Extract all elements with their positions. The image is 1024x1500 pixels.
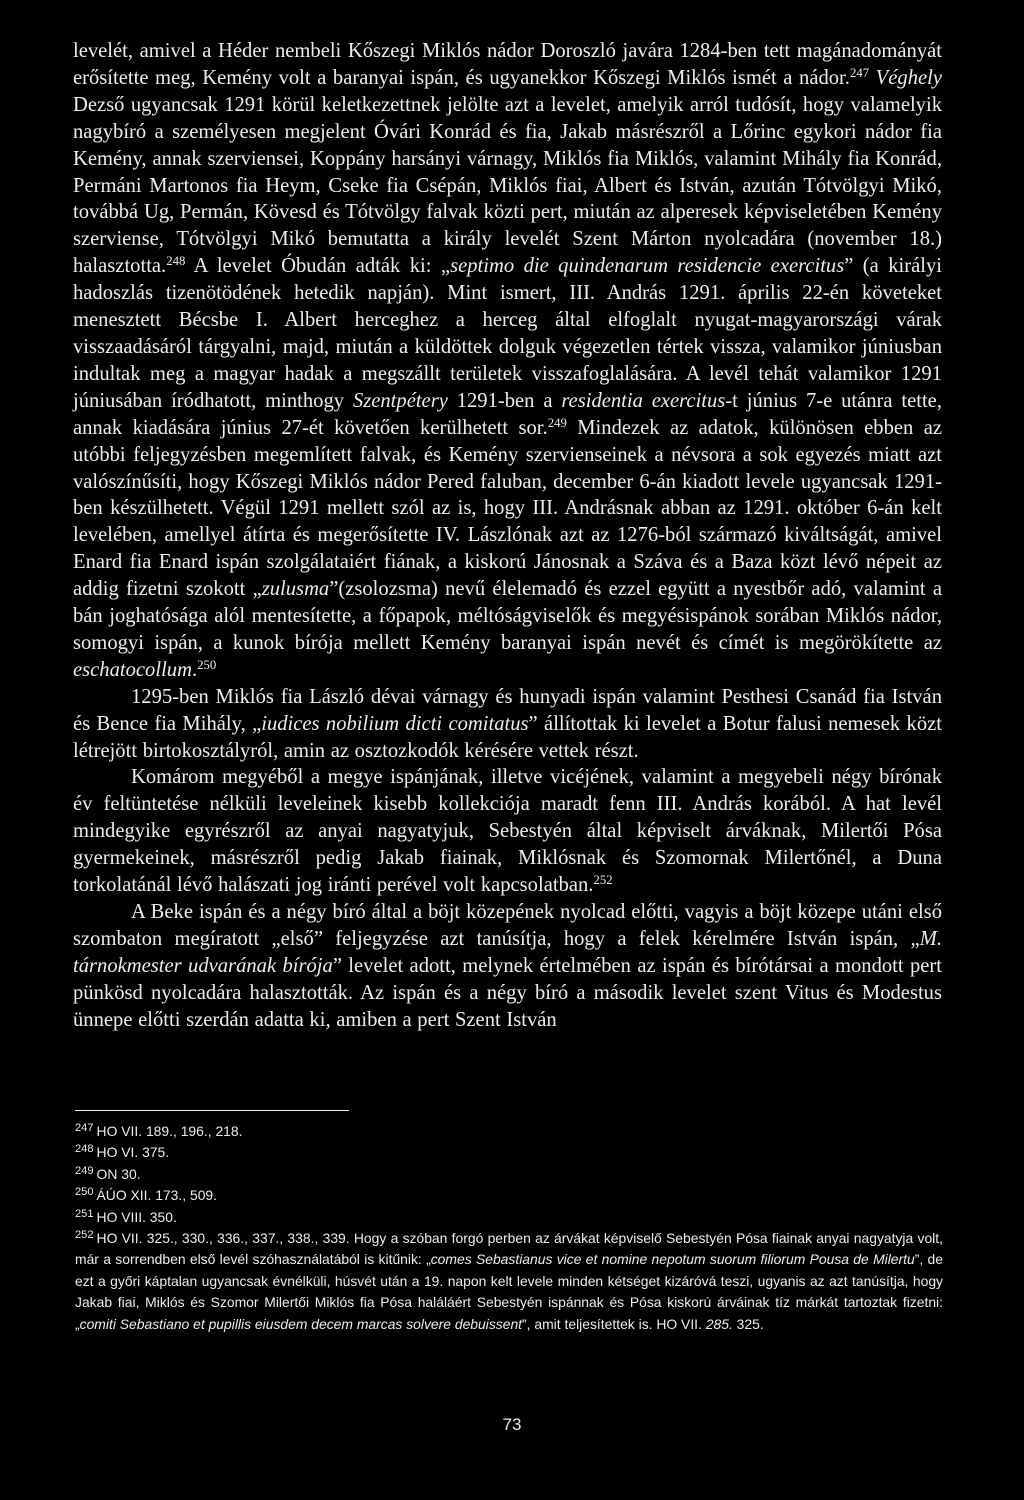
- paragraph: [73, 764, 942, 899]
- footnote-number: 252: [75, 1229, 94, 1242]
- text-run: 325.: [732, 1315, 764, 1332]
- text-run: ” állítottak ki levelet a Botur falusi nemesek közt létrejött birtokosztályról, amin az osztozkodók kérésére vettek részt.: [73, 712, 942, 762]
- text-run: ”, amit teljesítettek is. HO VII.: [522, 1315, 706, 1332]
- italic-text: 285.: [705, 1315, 733, 1332]
- italic-text: septimo die quindenarum residencie exercitus: [450, 255, 845, 278]
- text-run: HO VII. 325., 330., 336., 337., 338., 339. Hogy a szóban forgó perben az árvákat képviselő Sebestyén Pósa fiainak anyai nagyatyja volt, már a sorrendben első levél szóhasználatából is kitűnik: „: [75, 1230, 943, 1268]
- italic-text: residentia exercitus: [561, 389, 726, 412]
- italic-text: Véghely: [875, 66, 942, 89]
- text-run: .: [191, 658, 198, 681]
- footnote-ref: 252: [593, 873, 613, 888]
- italic-text: M. tárnokmester udvarának bírója: [73, 927, 942, 977]
- footnote: [75, 1185, 943, 1206]
- footnote-separator: [75, 1110, 349, 1111]
- text-run: 1295-ben Miklós fia László dévai várnagy és hunyadi ispán valamint Pesthesi Csanád fia István és Bence fia Mihály, „: [73, 685, 942, 735]
- footnotes: [75, 1121, 943, 1335]
- text-run: Dezső ugyancsak 1291 körül keletkezettnek jelölte azt a levelet, amelyik arról tudósít, hogy valamelyik nagybíró a személyesen megjelent Óvári Konrád és fia, Jakab másrészről a Lőrinc egykori nádor fia Kemény, annak szerviensei, Koppány harsányi várnagy, Miklós fia Miklós, valamint Mihály fia Konrád, Permáni Martonos fia Heym, Cseke fia Csépán, Miklós fiai, Albert és István, azután Tótvölgyi Mikó, továbbá Ug, Permán, Kövesd és Tótvölgy falvak közti pert, miután az alperesek képviseletében Kemény szerviense, Tótvölgyi Mikó bemutatta a király levelét Szent Márton nyolcadára (november 18.) halasztotta.: [73, 93, 942, 278]
- footnote-number: 247: [75, 1122, 94, 1134]
- text-run: ”, de ezt a győri káptalan ugyancsak évnélküli, húsvét után a 19. napon kelt levele minden kétséget kizáróvá teszi, ugyanis az azt tanúsítja, hogy Jakab fiai, Miklós és Szomor Milertői Miklós fia Pósa haláláért Sebestyén ispánnak és Pósa kiskorú árváinak tíz márkát tartoztak fizetni: „: [75, 1251, 944, 1332]
- footnote: [75, 1207, 943, 1228]
- paragraph: [73, 38, 942, 684]
- text-run: Komárom megyéből a megye ispánjának, illetve vicéjének, valamint a megyebeli négy bírónak év feltüntetése nélküli leveleinek kisebb kollekciója maradt fenn III. András korából. A hat levél mindegyike egyrészről az anyai nagyatyjuk, Sebestyén által képviselt árváknak, Milertői Pósa gyermekeinek, másrészről pedig Jakab fiainak, Miklósnak és Szomornak Milertőnél, a Duna torkolatánál lévő halászati jog iránti perével volt kapcsolatban.: [73, 766, 942, 897]
- footnote: [75, 1142, 943, 1163]
- text-run: Mindezek az adatok, különösen ebben az utóbbi feljegyzésben megemlített falvak, és Kemény szervienseinek a névsora a sok egyezés miatt azt valószínűsíti, hogy Kőszegi Miklós nádor Pered faluban, december 6-án kiadott levele ugyancsak 1291-ben készülhetett. Végül 1291 mellett szól az is, hogy III. Andrásnak abban az 1291. október 6-án kelt levelében, amellyel átírta és megerősítette IV. Lászlónak azt az 1276-ból származó kiváltságát, amivel Enard fia Enard ispán szolgálataiért fiának, a kiskorú Jánosnak a Száva és a Baza közt lévő népeit az addig fizetni szokott „: [73, 416, 942, 601]
- text-run: ” (a királyi hadoszlás tizenötödének hetedik napján). Mint ismert, III. András 1291. április 22-én követeket menesztett Bécsbe I. Albert herceghez a herceg által elfoglalt nyugat-magyarországi várak visszaadásáról tárgyalni, majd, miután a küldöttek dolguk végezetlen tértek vissza, valamikor júniusban indultak meg a magyar hadak a megszállt területek visszafoglalására. A levél tehát valamikor 1291 júniusában íródhatott, minthogy: [73, 255, 942, 412]
- paragraph: [73, 684, 942, 765]
- italic-text: Szentpétery: [352, 389, 448, 412]
- text-run: ” levelet adott, melynek értelmében az ispán és bírótársai a mondott pert pünkösd nyolcadára halasztották. Az ispán és a négy bíró a második levelet szent Vitus és Modestus ünnepe előtti szerdán adatta ki, amiben a pert Szent István: [73, 954, 942, 1031]
- body-text: [73, 38, 942, 1034]
- page-number: 73: [502, 1415, 522, 1434]
- footnote-ref: 248: [166, 254, 186, 269]
- footnote: [75, 1121, 943, 1142]
- footnote-number: 248: [75, 1143, 94, 1156]
- footnote-ref: 247: [849, 65, 870, 80]
- italic-text: zulusma: [261, 578, 330, 601]
- text-run: ÁÚO XII. 173., 509.: [96, 1187, 217, 1204]
- text-run: ”(zsolozsma) nevű élelemadó és ezzel együtt a nyestbőr adó, valamint a bán joghatósága alól mentesítette, a főpapok, méltóságviselők és megyésispánok sorában Miklós nádor, somogyi ispán, a kunok bírója mellett Kemény baranyai ispán nevét és címét is megörökítette az: [73, 578, 942, 654]
- text-run: A Beke ispán és a négy bíró által a böjt közepének nyolcad előtti, vagyis a böjt közepe utáni első szombaton megíratott „első” feljegyzése azt tanúsítja, hogy a felek kérelmére István ispán, „: [73, 901, 942, 950]
- text-run: levelét, amivel a Héder nembeli Kőszegi Miklós nádor Doroszló javára 1284-ben tett magánadományát erősítette meg, Kemény volt a baranyai ispán, és ugyanekkor Kőszegi Miklós ismét a nádor.: [73, 40, 942, 89]
- text-run: ON 30.: [96, 1165, 141, 1182]
- italic-text: iudices nobilium dicti comitatus: [261, 712, 529, 735]
- paragraph: [73, 899, 942, 1034]
- footnote-ref: 250: [197, 657, 217, 672]
- text-run: -t június 7-e utánra tette, annak kiadására június 27-ét követően kerülhetett sor.: [73, 389, 942, 439]
- text-run: HO VIII. 350.: [96, 1208, 177, 1225]
- footnote-number: 250: [75, 1186, 94, 1199]
- text-run: HO VI. 375.: [96, 1144, 170, 1161]
- footnote-number: 249: [75, 1164, 94, 1177]
- footnote: [75, 1228, 943, 1335]
- text-run: 1291-ben a: [447, 389, 562, 412]
- text-run: [869, 67, 876, 89]
- text-run: HO VII. 189., 196., 218.: [96, 1123, 243, 1139]
- text-run: A levelet Óbudán adták ki: „: [185, 255, 451, 278]
- italic-text: comiti Sebastiano et pupillis eiusdem decem marcas solvere debuissent: [79, 1315, 523, 1332]
- footnote: [75, 1164, 943, 1185]
- footnote-number: 251: [75, 1207, 94, 1220]
- footnote-ref: 249: [547, 415, 567, 430]
- italic-text: eschatocollum: [73, 658, 192, 681]
- italic-text: comes Sebastianus vice et nomine nepotum suorum filiorum Pousa de Milertu: [430, 1251, 915, 1268]
